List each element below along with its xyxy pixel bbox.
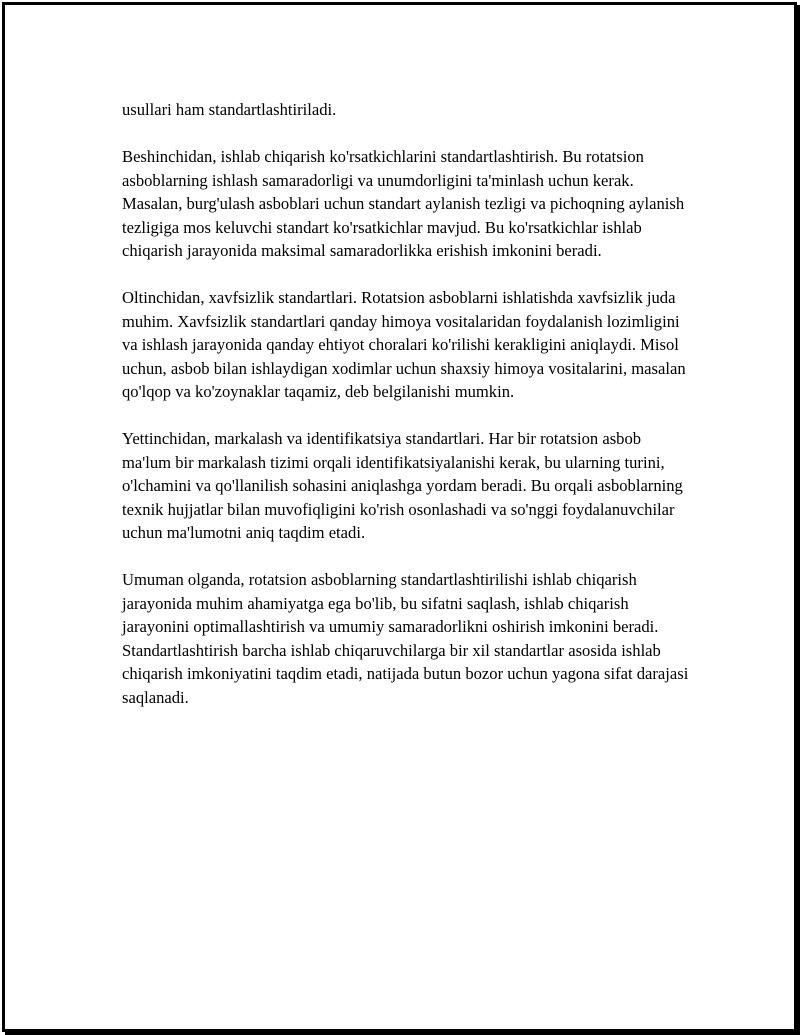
paragraph-marking-standards: Yettinchidan, markalash va identifikatsiya standartlari. Har bir rotatsion asbob ma'lum bir markalash tizimi orqali identifikatsiyalanishi kerak, bu ularning turini, o'lchamini va qo'llanilish sohasini aniqlashga yordam beradi. Bu orqali asboblarning texnik hujjatlar bilan muvofiqligini ko'rish osonlashadi va so'nggi foydalanuvchilar uchun ma'lumotni aniq taqdim etadi. xyxy=(122,429,683,542)
paragraph-continuation: usullari ham standartlashtiriladi. xyxy=(122,100,337,119)
paragraph-safety-standards: Oltinchidan, xavfsizlik standartlari. Rotatsion asboblarni ishlatishda xavfsizlik juda muhim. Xavfsizlik standartlari qanday himoya vositalaridan foydalanish lozimligini va ishlash jarayonida qanday ehtiyot choralari ko'rilishi kerakligini aniqlaydi. Misol uchun, asbob bilan ishlaydigan xodimlar uchun shaxsiy himoya vositalarini, masalan qo'lqop va ko'zoynaklar taqamiz, deb belgilanishi mumkin. xyxy=(122,288,686,401)
paragraph-conclusion: Umuman olganda, rotatsion asboblarning standartlashtirilishi ishlab chiqarish jarayonida muhim ahamiyatga ega bo'lib, bu sifatni saqlash, ishlab chiqarish jarayonini optimallashtirish va umumiy samaradorlikni oshirish imkonini beradi. Standartlashtirish barcha ishlab chiqaruvchilarga bir xil standartlar asosida ishlab chiqarish imkoniyatini taqdim etadi, natijada butun bozor uchun yagona sifat darajasi saqlanadi. xyxy=(122,570,689,707)
document-body xyxy=(122,98,694,733)
document-page xyxy=(2,2,797,1032)
paragraph-performance-standards: Beshinchidan, ishlab chiqarish ko'rsatkichlarini standartlashtirish. Bu rotatsion asboblarning ishlash samaradorligi va unumdorligini ta'minlash uchun kerak. Masalan, burg'ulash asboblari uchun standart aylanish tezligi va pichoqning aylanish tezligiga mos keluvchi standart ko'rsatkichlar mavjud. Bu ko'rsatkichlar ishlab chiqarish jarayonida maksimal samaradorlikka erishish imkonini beradi. xyxy=(122,147,685,260)
